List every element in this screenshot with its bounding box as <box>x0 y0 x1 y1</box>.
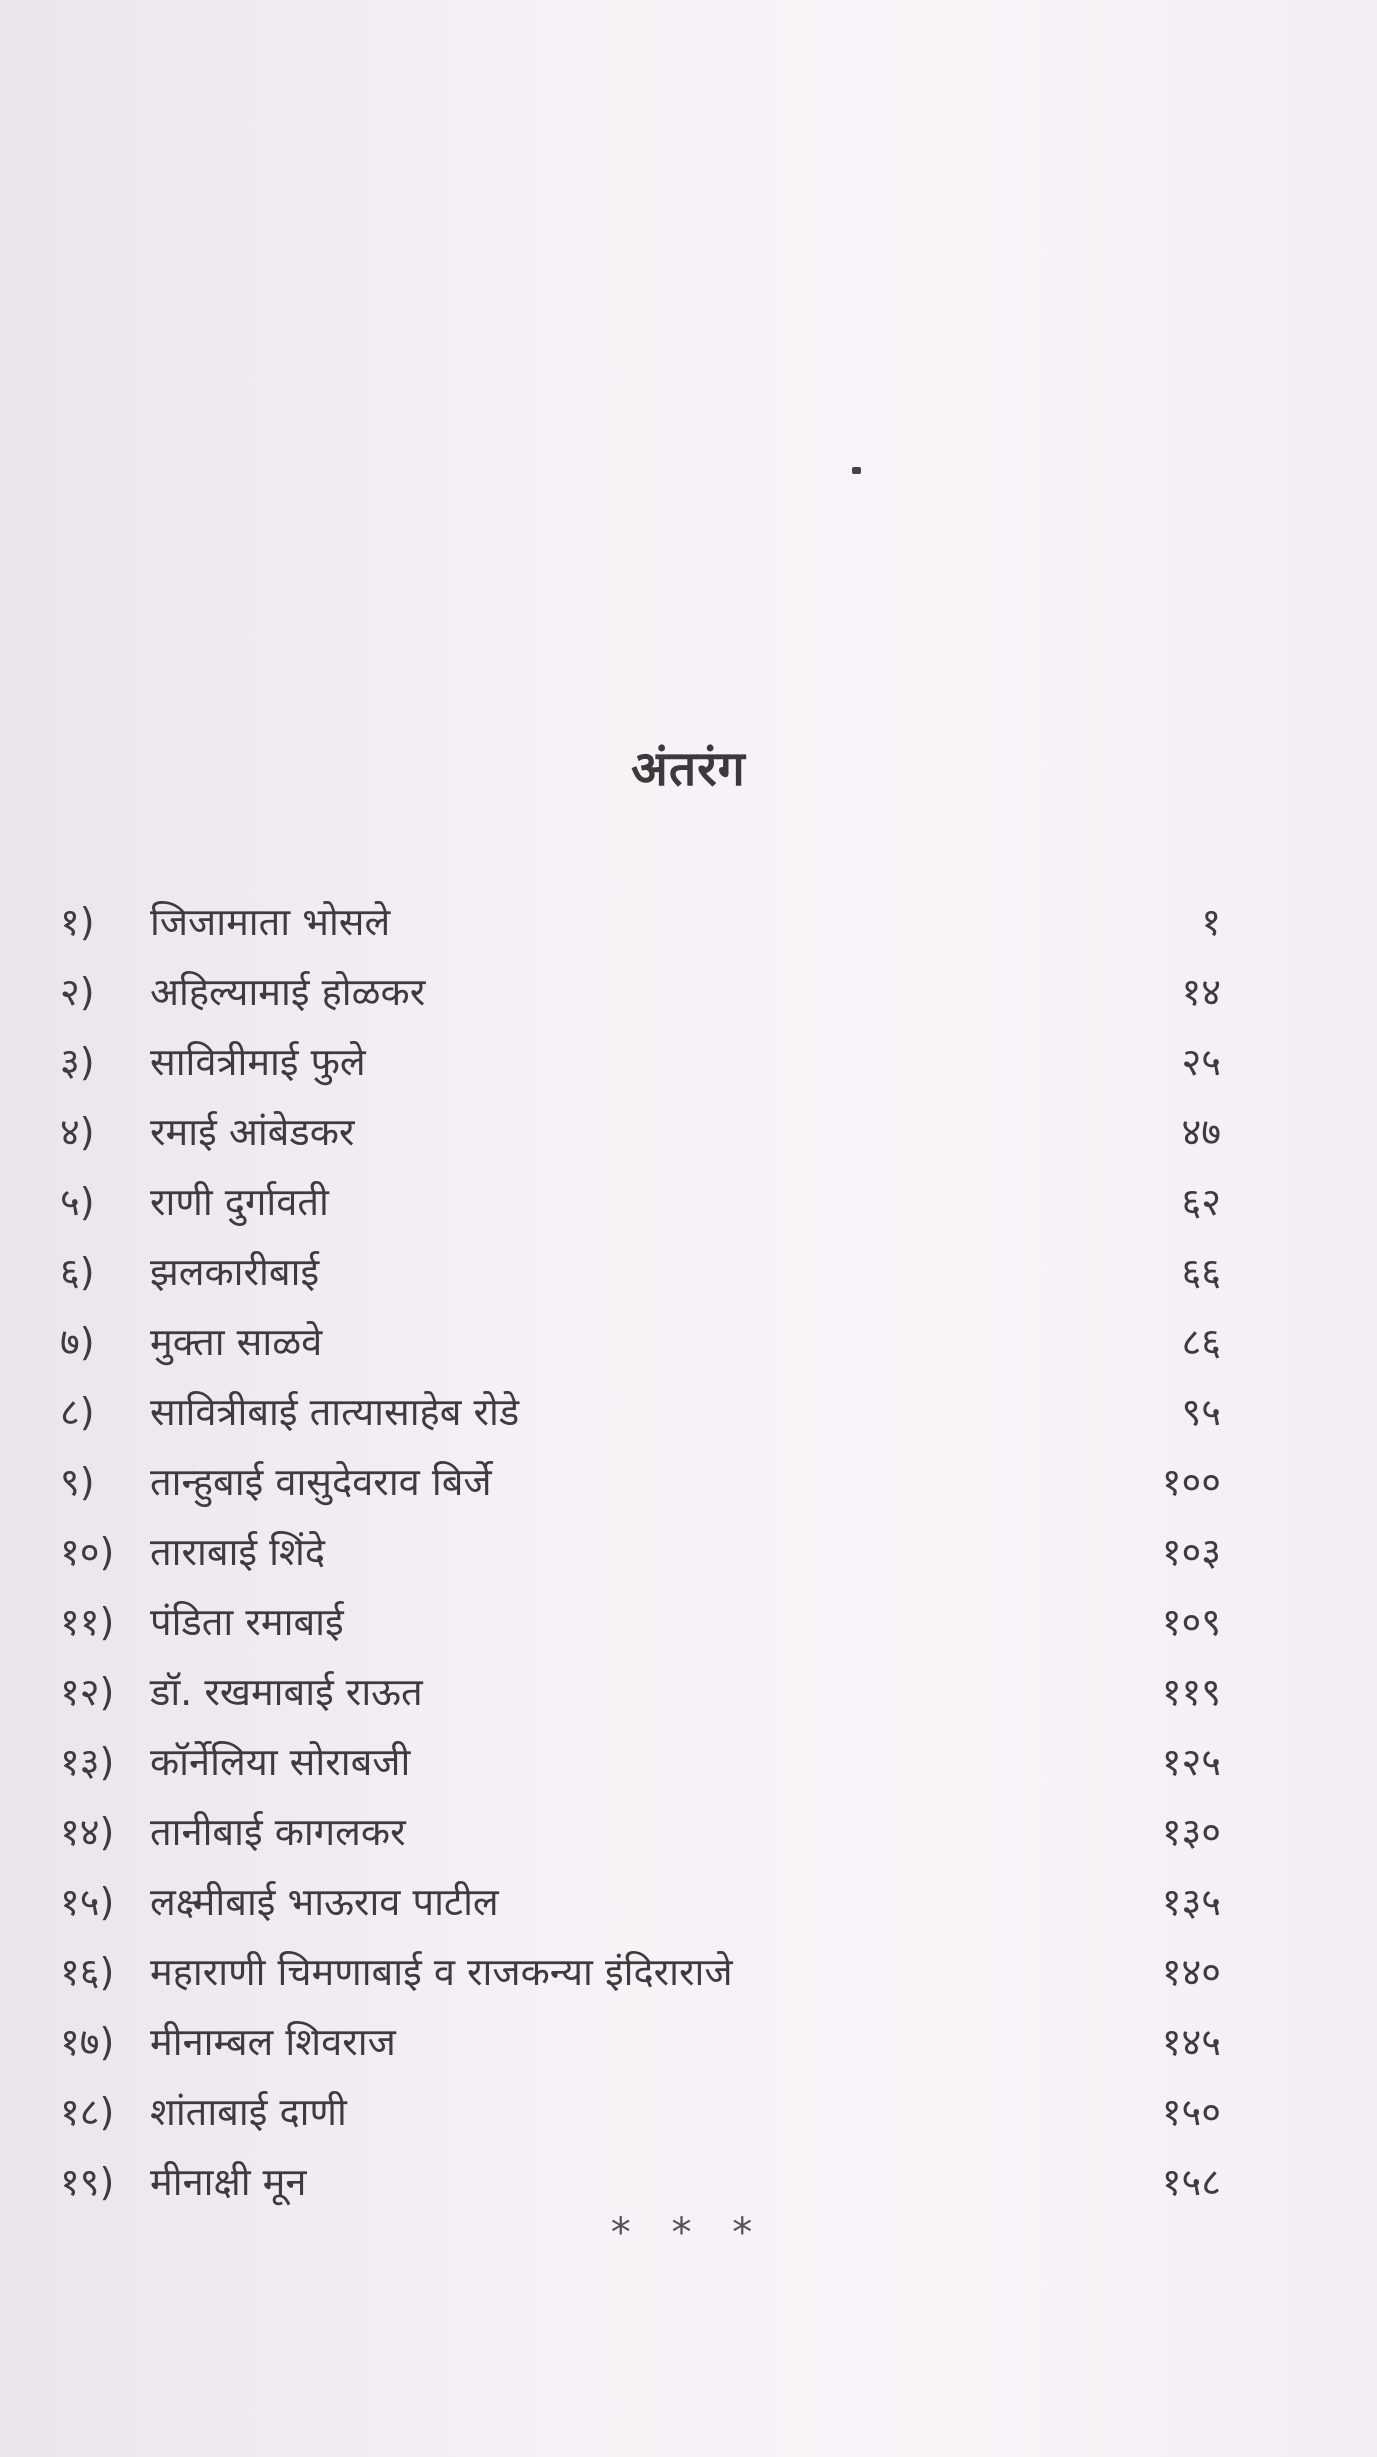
entry-page-number: १२५ <box>1161 1740 1221 1784</box>
entry-number: ३) <box>60 1040 95 1084</box>
entry-number: ९) <box>60 1460 95 1504</box>
entry-title: रमाई आंबेडकर <box>150 1110 355 1154</box>
entry-page-number: २५ <box>1181 1040 1221 1084</box>
entry-title: मीनाम्बल शिवराज <box>150 2020 396 2064</box>
entry-title: झलकारीबाई <box>150 1250 320 1294</box>
entry-number: १) <box>60 900 95 944</box>
entry-number: १७) <box>60 2020 115 2064</box>
entry-page-number: ११९ <box>1161 1670 1221 1714</box>
table-of-contents <box>0 887 1377 2217</box>
section-end-asterisks: * * * <box>610 2210 767 2256</box>
toc-entry-4 <box>0 1097 1377 1167</box>
entry-number: १८) <box>60 2090 115 2134</box>
toc-entry-19 <box>0 2147 1377 2217</box>
toc-entry-10 <box>0 1517 1377 1587</box>
entry-title: मुक्ता साळवे <box>150 1320 323 1364</box>
entry-page-number: १४५ <box>1161 2020 1221 2064</box>
entry-number: ४) <box>60 1110 95 1154</box>
entry-title: शांताबाई दाणी <box>150 2090 347 2134</box>
entry-title: डॉ. रखमाबाई राऊत <box>150 1670 423 1714</box>
entry-page-number: १ <box>1201 900 1221 944</box>
entry-title: लक्ष्मीबाई भाऊराव पाटील <box>150 1880 499 1924</box>
entry-title: सावित्रीबाई तात्यासाहेब रोडे <box>150 1390 520 1434</box>
entry-number: ११) <box>60 1600 115 1644</box>
entry-page-number: १३५ <box>1161 1880 1221 1924</box>
entry-number: १९) <box>60 2160 115 2204</box>
entry-number: १०) <box>60 1530 115 1574</box>
entry-page-number: ६६ <box>1181 1250 1221 1294</box>
toc-entry-3 <box>0 1027 1377 1097</box>
toc-entry-16 <box>0 1937 1377 2007</box>
toc-entry-13 <box>0 1727 1377 1797</box>
toc-entry-8 <box>0 1377 1377 1447</box>
entry-title: तान्हुबाई वासुदेवराव बिर्जे <box>150 1460 492 1504</box>
entry-number: १३) <box>60 1740 115 1784</box>
entry-title: सावित्रीमाई फुले <box>150 1040 366 1084</box>
toc-entry-14 <box>0 1797 1377 1867</box>
entry-page-number: १०३ <box>1161 1530 1221 1574</box>
entry-page-number: ८६ <box>1181 1320 1221 1364</box>
page-title: अंतरंग <box>631 741 746 797</box>
entry-title: अहिल्यामाई होळकर <box>150 970 426 1014</box>
toc-entry-2 <box>0 957 1377 1027</box>
toc-entry-7 <box>0 1307 1377 1377</box>
entry-title: जिजामाता भोसले <box>150 900 391 944</box>
entry-title: ताराबाई शिंदे <box>150 1530 326 1574</box>
entry-page-number: १३० <box>1161 1810 1221 1854</box>
entry-title: तानीबाई कागलकर <box>150 1810 406 1854</box>
entry-page-number: ६२ <box>1181 1180 1221 1224</box>
entry-number: ५) <box>60 1180 95 1224</box>
entry-title: मीनाक्षी मून <box>150 2160 307 2204</box>
entry-page-number: १४ <box>1181 970 1221 1014</box>
entry-page-number: १५० <box>1161 2090 1221 2134</box>
ink-speck <box>852 467 861 474</box>
entry-title: महाराणी चिमणाबाई व राजकन्या इंदिराराजे <box>150 1950 733 1994</box>
entry-title: पंडिता रमाबाई <box>150 1600 344 1644</box>
entry-number: २) <box>60 970 95 1014</box>
entry-page-number: १४० <box>1161 1950 1221 1994</box>
entry-title: राणी दुर्गावती <box>150 1180 329 1224</box>
entry-title: कॉर्नेलिया सोराबजी <box>150 1740 411 1784</box>
toc-entry-17 <box>0 2007 1377 2077</box>
entry-number: १६) <box>60 1950 115 1994</box>
entry-page-number: ४७ <box>1181 1110 1221 1154</box>
toc-entry-18 <box>0 2077 1377 2147</box>
toc-entry-11 <box>0 1587 1377 1657</box>
entry-page-number: १०० <box>1161 1460 1221 1504</box>
entry-number: ६) <box>60 1250 95 1294</box>
entry-number: ७) <box>60 1320 95 1364</box>
toc-entry-1 <box>0 887 1377 957</box>
entry-number: १२) <box>60 1670 115 1714</box>
entry-page-number: ९५ <box>1181 1390 1221 1434</box>
toc-entry-6 <box>0 1237 1377 1307</box>
toc-entry-15 <box>0 1867 1377 1937</box>
toc-entry-9 <box>0 1447 1377 1517</box>
entry-page-number: १०९ <box>1161 1600 1221 1644</box>
toc-entry-12 <box>0 1657 1377 1727</box>
entry-number: १५) <box>60 1880 115 1924</box>
entry-number: १४) <box>60 1810 115 1854</box>
toc-entry-5 <box>0 1167 1377 1237</box>
entry-page-number: १५८ <box>1161 2160 1221 2204</box>
entry-number: ८) <box>60 1390 95 1434</box>
